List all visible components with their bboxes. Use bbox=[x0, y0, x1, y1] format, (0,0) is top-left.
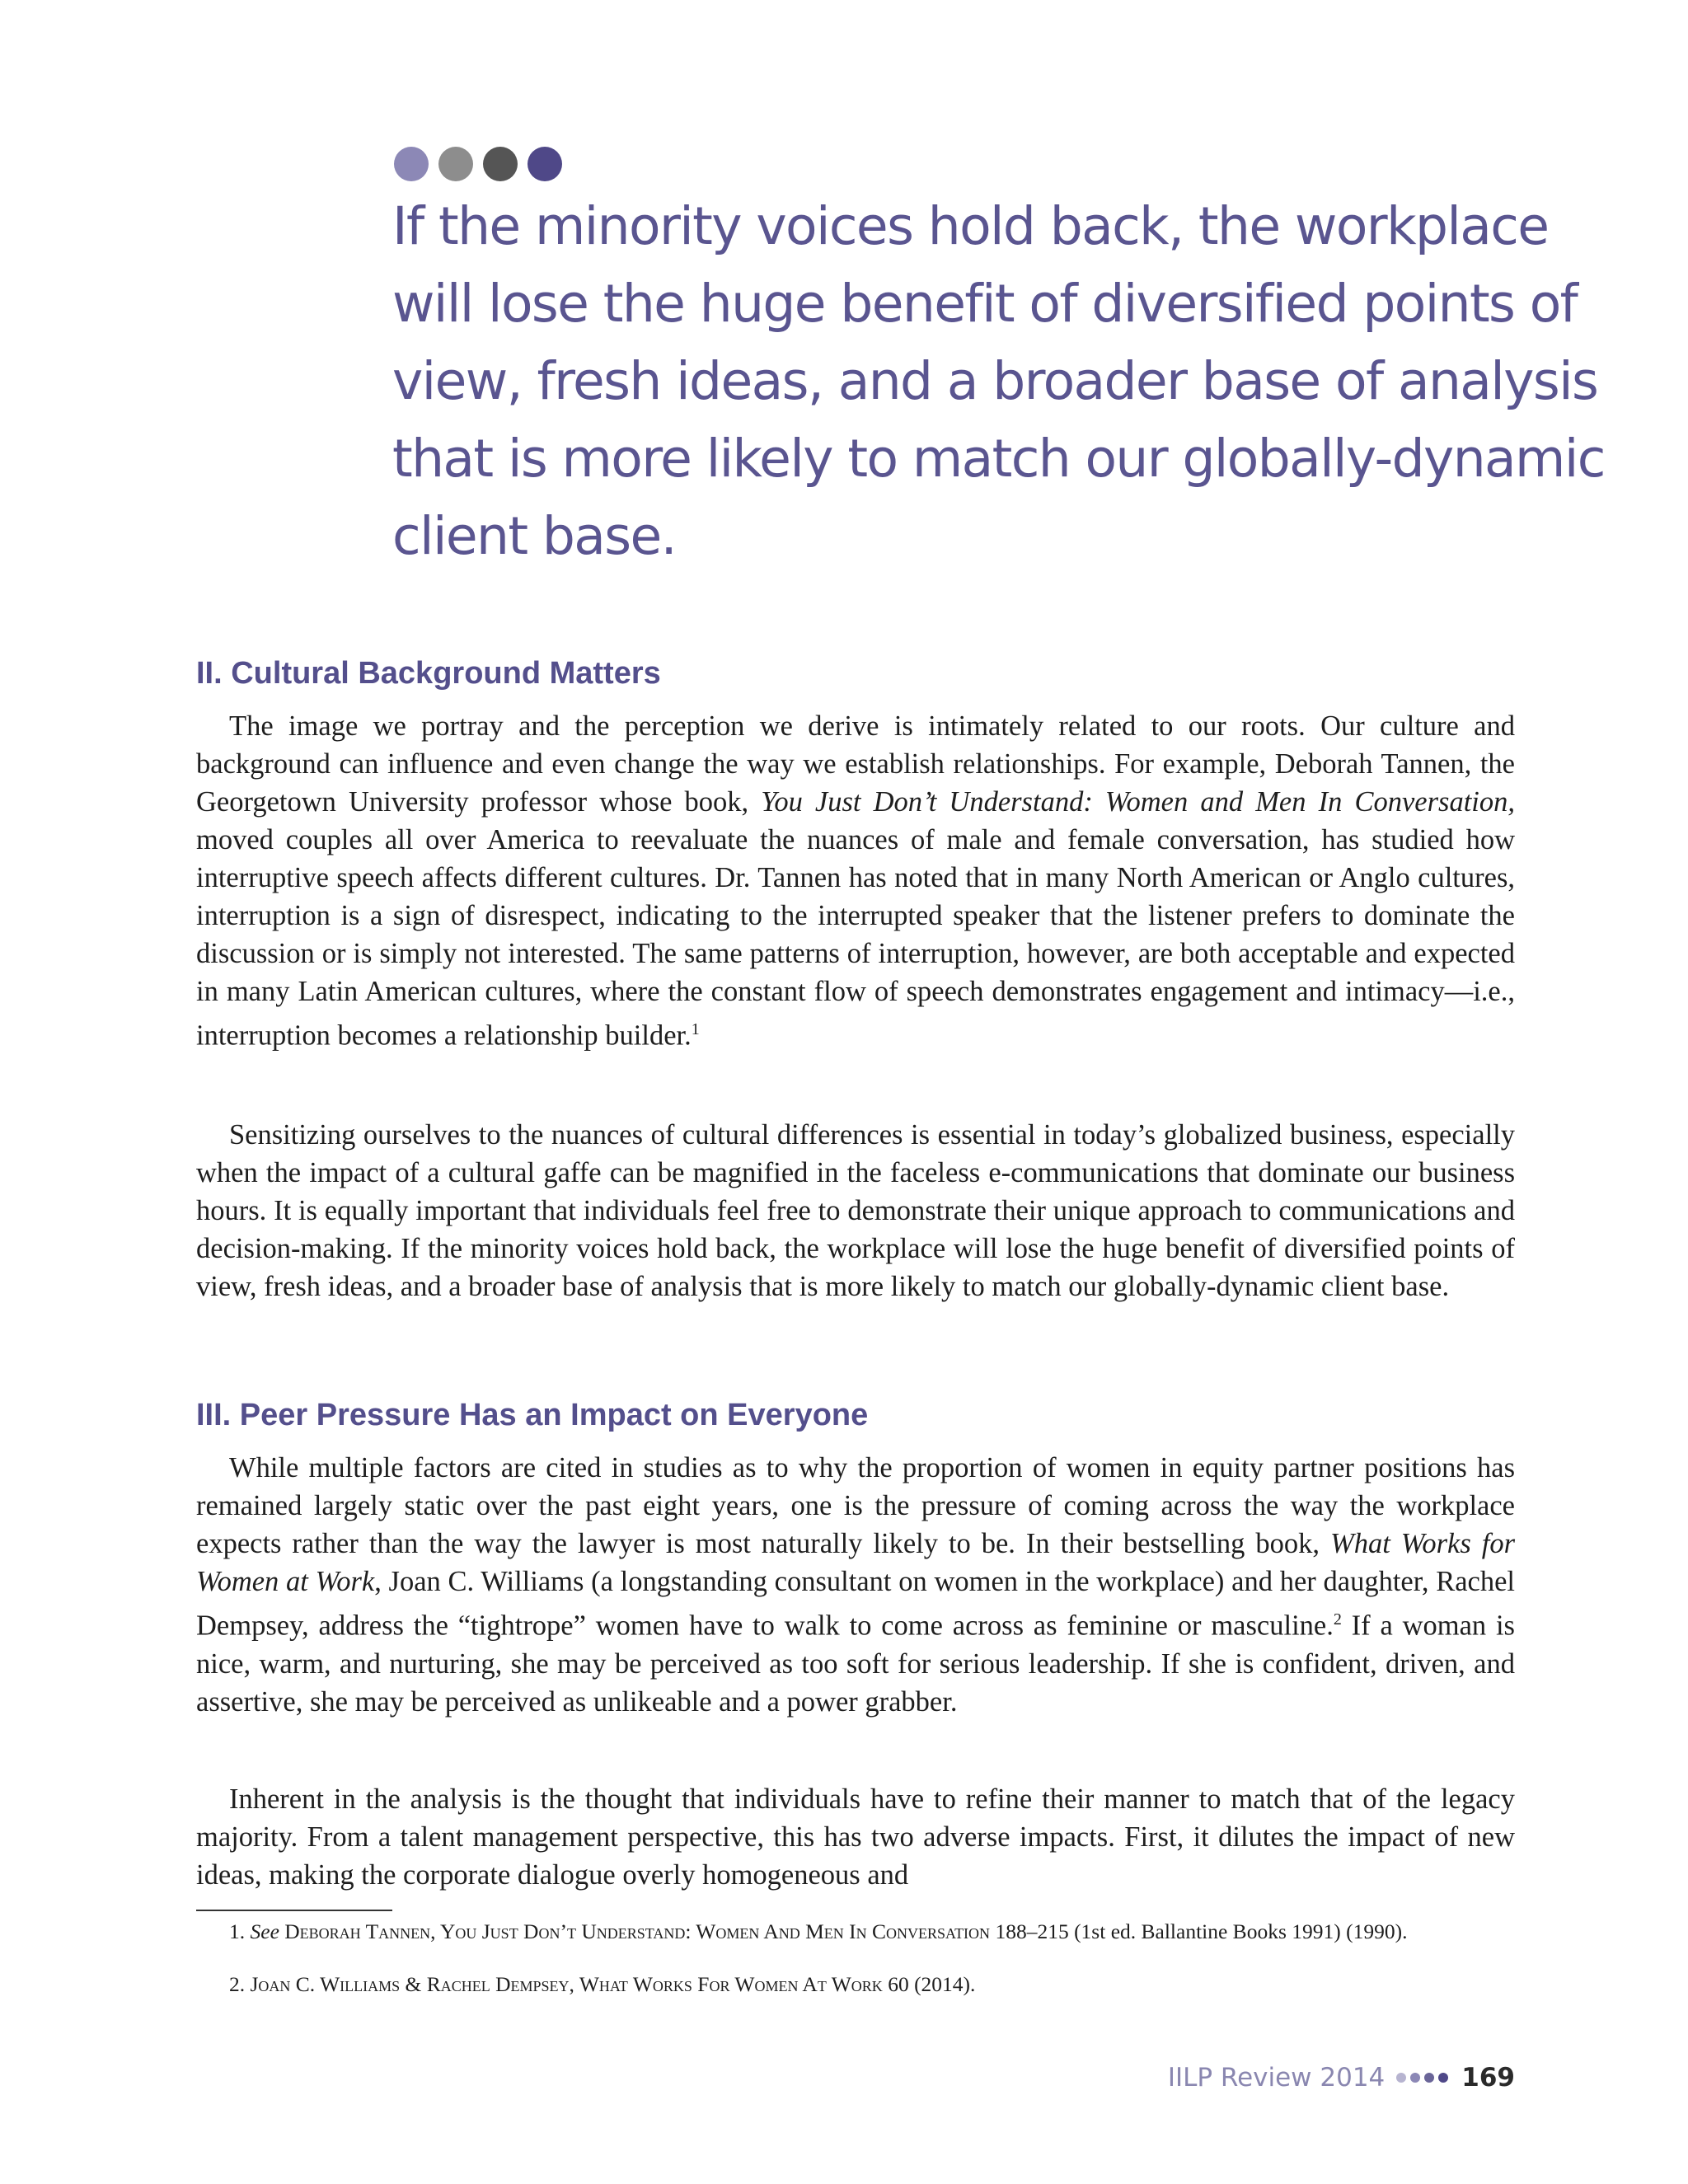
pull-quote-line: client base. bbox=[392, 506, 677, 566]
book-title: What Works for Women at Work bbox=[196, 1528, 1515, 1597]
footnote-ref[interactable]: 2 bbox=[1333, 1610, 1342, 1629]
footer-dots-icon bbox=[1396, 2073, 1448, 2083]
pull-quote-line: view, fresh ideas, and a broader base of analysis bbox=[392, 351, 1598, 411]
paragraph-cultural-1: The image we portray and the perception we derive is intimately related to our roots. Our culture and background can influence and even change the way we establish relationships. For example, Deborah Tannen, the Georgetown University professor whose book, You Just Don’t Understand: Women and Men In Conversation, moved couples all over America to reevaluate the nuances of male and female conversation, has studied how interruptive speech affects different cultures. Dr. Tannen has noted that in many North American or Anglo cultures, interruption is a sign of disrespect, indicating to the interrupted speaker that the listener prefers to dominate the discussion or is simply not interested. The same patterns of interruption, however, are both acceptable and expected in many Latin American cultures, where the constant flow of speech demonstrates engagement and intimacy—i.e., interruption becomes a relationship builder.$^1$ bbox=[196, 710, 1515, 1052]
dot-icon bbox=[528, 147, 562, 181]
book-title: You Just Don’t Understand: Women and Men In Conversation, bbox=[761, 786, 1515, 818]
journal-label: IILP Review 2014 bbox=[1167, 2063, 1386, 2093]
pull-quote-line: will lose the huge benefit of diversified points of bbox=[392, 274, 1578, 334]
pull-quote bbox=[392, 188, 1605, 575]
pull-quote-line: If the minority voices hold back, the workplace bbox=[392, 196, 1549, 256]
page-number: 169 bbox=[1461, 2063, 1515, 2093]
footnote-divider bbox=[196, 1910, 392, 1911]
dot-icon bbox=[483, 147, 518, 181]
section-heading-peer-pressure: III. Peer Pressure Has an Impact on Everyone bbox=[196, 1398, 869, 1432]
dot-icon bbox=[438, 147, 473, 181]
footnote-2: 2. Joan C. Williams & Rachel Dempsey, What Works For Women At Work 60 (2014). bbox=[229, 1972, 976, 1996]
dot-icon bbox=[394, 147, 429, 181]
footnote-ref[interactable]: 1 bbox=[691, 1020, 700, 1038]
decorative-dots bbox=[394, 147, 562, 181]
paragraph-cultural-2: Sensitizing ourselves to the nuances of cultural differences is essential in today’s globalized business, especially when the impact of a cultural gaffe can be magnified in the faceless e-communications that dominate our business hours. It is equally important that individuals feel free to demonstrate their unique approach to communications and decision-making. If the minority voices hold back, the workplace will lose the huge benefit of diversified points of view, fresh ideas, and a broader base of analysis that is more likely to match our globally-dynamic client base. bbox=[196, 1119, 1515, 1302]
paragraph-peer-1: While multiple factors are cited in studies as to why the proportion of women in equity partner positions has remained largely static over the past eight years, one is the pressure of coming across the way the workplace expects rather than the way the lawyer is most naturally likely to be. In their bestselling book, What Works for Women at Work, Joan C. Williams (a longstanding consultant on women in the workplace) and her daughter, Rachel Dempsey, address the “tightrope” women have to walk to come across as feminine or masculine.$^2$ If a woman is nice, warm, and nurturing, she may be perceived as too soft for serious leadership. If she is confident, driven, and assertive, she may be perceived as unlikeable and a power grabber. bbox=[196, 1452, 1515, 1718]
pull-quote-line: that is more likely to match our globally-dynamic bbox=[392, 429, 1605, 489]
paragraph-peer-2: Inherent in the analysis is the thought that individuals have to refine their manner to match that of the legacy majority. From a talent management perspective, this has two adverse impacts. First, it dilutes the impact of new ideas, making the corporate dialogue overly homogeneous and bbox=[196, 1783, 1515, 1891]
footnote-1: 1. See Deborah Tannen, You Just Don’t Understand: Women And Men In Conversation 188–215 (1st ed. Ballantine Books 1991) (1990). bbox=[229, 1919, 1408, 1943]
page-footer bbox=[1168, 2059, 1515, 2097]
section-heading-cultural-background: II. Cultural Background Matters bbox=[196, 656, 661, 691]
